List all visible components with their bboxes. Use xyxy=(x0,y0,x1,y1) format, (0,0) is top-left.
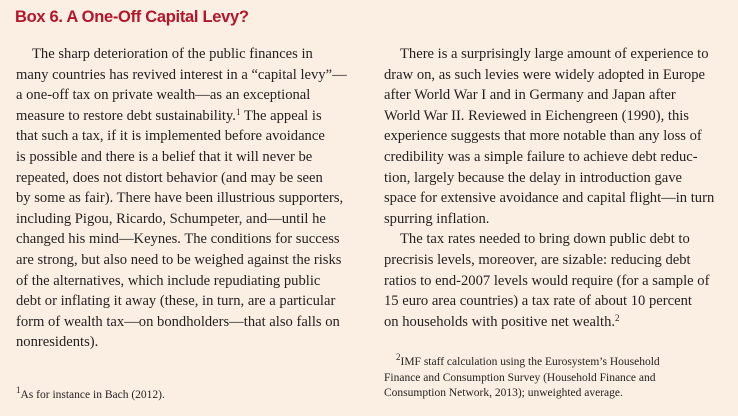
text-line: a one-off tax on private wealth—as an exceptional xyxy=(16,87,311,104)
text-line-part: measure to restore debt sustainability. xyxy=(16,107,236,124)
right-paragraph-1 xyxy=(384,44,734,229)
footnote-1-marker: 1 xyxy=(16,385,21,395)
right-paragraph-2 xyxy=(384,229,734,332)
text-line: changed his mind—Keynes. The conditions for success xyxy=(16,231,340,248)
text-line-part: on households with positive net wealth. xyxy=(384,313,616,330)
text-line: spurring inflation. xyxy=(384,210,490,227)
text-line: after World War I and in Germany and Japan after xyxy=(384,87,676,104)
text-line: There is a surprisingly large amount of experience to xyxy=(400,46,709,62)
footnote-2-line: Finance and Consumption Survey (Household Finance and xyxy=(384,371,656,384)
text-line: is possible and there is a belief that it will never be xyxy=(16,148,313,165)
text-line: space for extensive avoidance and capital flight—in turn xyxy=(384,190,715,207)
text-line: nonresidents). xyxy=(16,334,99,351)
text-line-part: The appeal is xyxy=(240,107,322,124)
footnote-2-line xyxy=(384,352,660,371)
text-line: World War II. Reviewed in Eichengreen (1990), this xyxy=(384,107,689,124)
footnote-2-marker: 2 xyxy=(396,352,401,362)
left-column xyxy=(16,44,366,353)
text-line: The sharp deterioration of the public finances in xyxy=(32,46,313,62)
text-line: including Pigou, Ricardo, Schumpeter, and—until he xyxy=(16,210,326,227)
footnote-2-text: IMF staff calculation using the Eurosystem’s Household xyxy=(400,356,660,368)
text-line: tion, largely because the delay in introduction gave xyxy=(384,169,682,186)
text-line xyxy=(384,312,734,333)
footnote-ref-2[interactable]: 2 xyxy=(615,312,620,323)
text-line: draw on, as such levies were widely adopted in Europe xyxy=(384,66,705,83)
footnote-1 xyxy=(16,385,165,403)
footnote-2 xyxy=(384,352,660,402)
footnote-1-text: As for instance in Bach (2012). xyxy=(20,389,165,401)
text-line: ratios to end-2007 levels would require (for a sample of xyxy=(384,272,710,289)
right-column xyxy=(384,44,734,332)
text-line: form of wealth tax—on bondholders—that also falls on xyxy=(16,313,340,330)
left-paragraph xyxy=(16,44,366,353)
footnote-2-line: Consumption Network, 2013); unweighted average. xyxy=(384,387,623,399)
text-line: are strong, but also need to be weighed against the risks xyxy=(16,251,342,268)
text-line: experience suggests that more notable than any loss of xyxy=(384,128,702,145)
text-line: that such a tax, if it is implemented before avoidance xyxy=(16,128,325,145)
text-line: by some as fair). There have been illustrious supporters, xyxy=(16,190,344,207)
text-line: 15 euro area countries) a tax rate of about 10 percent xyxy=(384,293,692,310)
text-line xyxy=(16,106,366,127)
text-line: precrisis levels, moreover, are sizable: reducing debt xyxy=(384,251,691,268)
text-line: of the alternatives, which include repudiating public xyxy=(16,272,321,289)
footnote-ref-1[interactable]: 1 xyxy=(235,106,241,117)
text-line: debt or inflating it away (these, in turn, are a particular xyxy=(16,293,336,310)
text-line: The tax rates needed to bring down public debt to xyxy=(400,231,690,248)
text-line: many countries has revived interest in a “capital levy”— xyxy=(16,66,347,83)
text-line: repeated, does not distort behavior (and may be seen xyxy=(16,169,323,186)
box-title: Box 6. A One-Off Capital Levy? xyxy=(15,8,249,26)
text-line: credibility was a simple failure to achieve debt reduc- xyxy=(384,148,698,165)
